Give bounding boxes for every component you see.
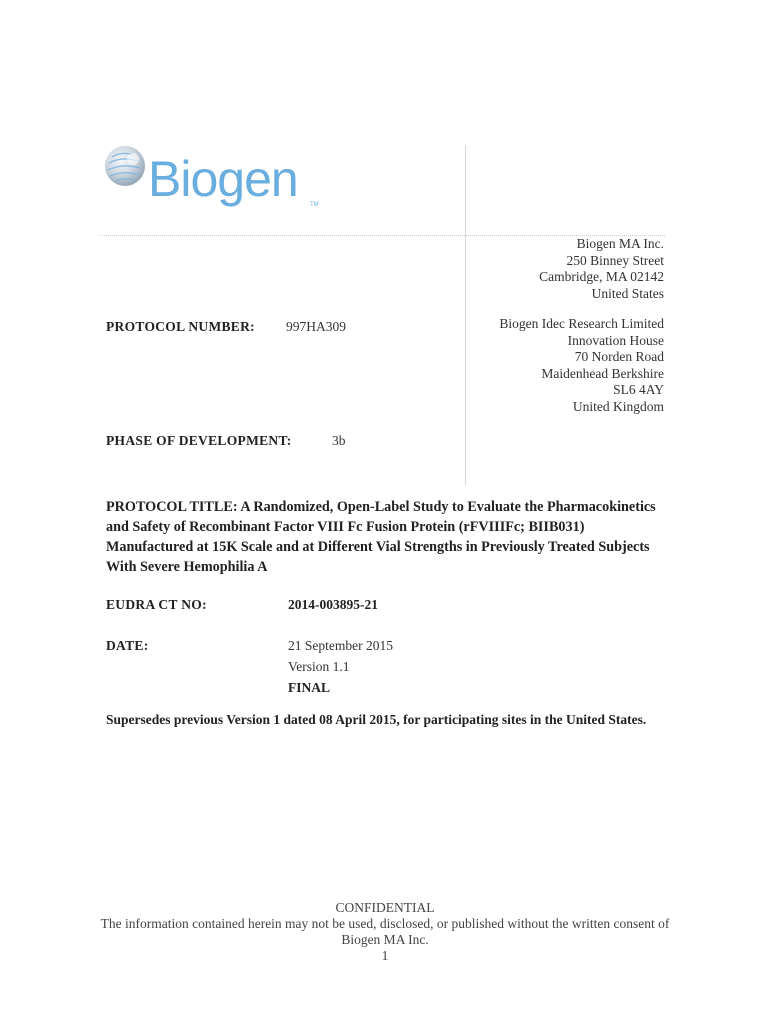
footer-company: Biogen MA Inc.: [341, 932, 429, 947]
supersedes-note: Supersedes previous Version 1 dated 08 April 2015, for participating sites in the United States.: [106, 712, 647, 727]
logo-wordmark: Biogen: [148, 151, 298, 207]
protocol-number-value: 997HA309: [286, 319, 346, 334]
address-line: Biogen MA Inc.: [576, 236, 664, 251]
page-number: 1: [381, 948, 389, 963]
address-line: SL6 4AY: [613, 382, 664, 397]
protocol-title: [106, 497, 666, 577]
eudra-label: EUDRA CT NO:: [106, 597, 207, 612]
address-line: Maidenhead Berkshire: [541, 365, 664, 381]
address-line: United States: [591, 285, 664, 301]
protocol-number-label: PROTOCOL NUMBER:: [106, 319, 255, 334]
phase-value: 3b: [332, 433, 346, 448]
eudra-value: 2014-003895-21: [288, 597, 378, 612]
date-label: DATE:: [106, 638, 149, 653]
status-value: FINAL: [288, 680, 331, 695]
confidential-notice: The information contained herein may not be used, disclosed, or published without the written consent of: [100, 916, 670, 931]
phase-label: PHASE OF DEVELOPMENT:: [106, 433, 292, 448]
logo-trademark: TM: [310, 202, 319, 208]
date-value: 21 September 2015: [288, 638, 393, 653]
version-value: Version 1.1: [288, 659, 350, 674]
footer: [0, 900, 770, 964]
globe-icon: [102, 143, 148, 189]
address-line: Biogen Idec Research Limited: [499, 316, 664, 331]
vertical-divider: [465, 145, 466, 485]
biogen-logo: [100, 140, 340, 225]
protocol-title-label: PROTOCOL TITLE:: [106, 499, 238, 515]
address-line: 250 Binney Street: [566, 252, 664, 268]
address-line: 70 Norden Road: [574, 349, 664, 364]
address-us: [539, 236, 664, 302]
protocol-title-text: A Randomized, Open-Label Study to Evaluate the Pharmacokinetics and Safety of Recombinant Factor VIII Fc Fusion Protein (rFVIIIFc; BIIB031) Manufactured at 15K Scale and at Different Vial Strengths in Previously Treated Subjects With Severe Hemophilia A: [106, 499, 656, 575]
address-line: Innovation House: [567, 332, 664, 348]
address-line: United Kingdom: [572, 398, 664, 414]
address-uk: [499, 316, 664, 415]
confidential-label: CONFIDENTIAL: [335, 900, 435, 915]
address-line: Cambridge, MA 02142: [539, 269, 664, 284]
